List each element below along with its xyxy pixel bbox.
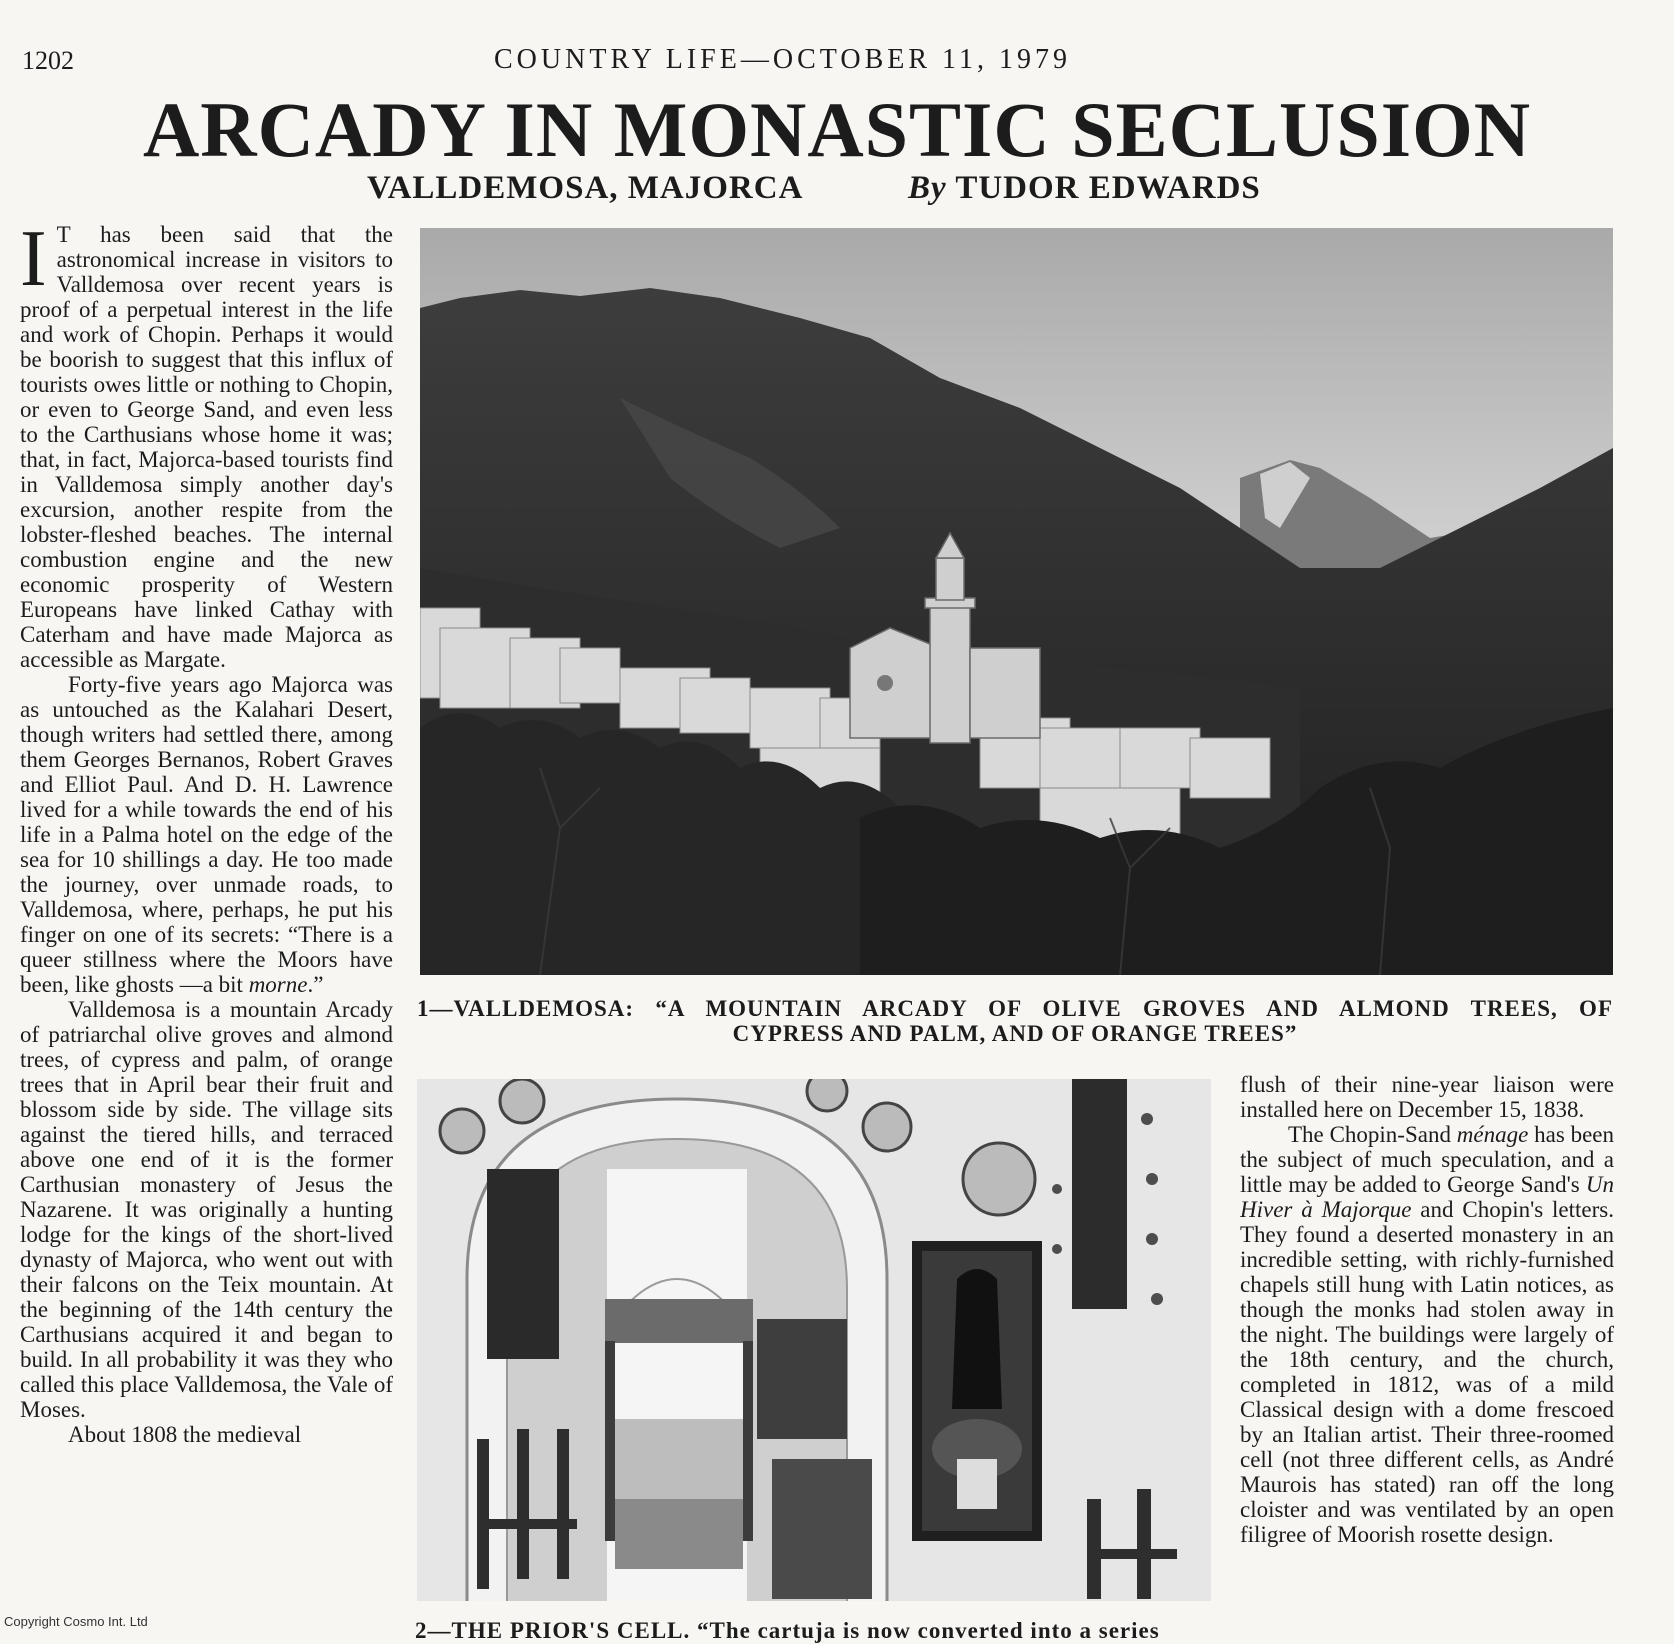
paragraph-text: has been the subject of much speculation, and a little may be added to George Sand's	[1240, 1122, 1614, 1197]
text-column-3	[1240, 1072, 1614, 1634]
caption-line: 1—VALLDEMOSA: “A MOUNTAIN ARCADY OF OLIVE GROVES AND ALMOND TREES, OF	[417, 996, 1613, 1021]
running-head: COUNTRY LIFE—OCTOBER 11, 1979	[494, 44, 1071, 75]
priors-cell-photo	[417, 1079, 1211, 1601]
article-subtitle: VALLDEMOSA, MAJORCA	[367, 170, 804, 206]
figure-1-caption	[417, 996, 1613, 1046]
paragraph	[20, 672, 393, 997]
text-column-1	[20, 222, 393, 1622]
paragraph: Valldemosa is a mountain Arcady of patriarchal olive groves and almond trees, of cypress and palm, of orange trees that in April bear their fruit and blossom side by side. The village sits against the tiered hills, and terraced above one end of it is the former Carthusian monastery of Jesus the Nazarene. It was originally a hunting lodge for the kings of the short-lived dynasty of Majorca, who went out with their falcons on the Teix mountain. At the beginning of the 14th century the Carthusians acquired it and began to build. In all probability it was they who called this place Valldemosa, the Vale of Moses.	[20, 997, 393, 1422]
paragraph: About 1808 the medieval	[68, 1422, 302, 1447]
italic-word: morne	[248, 972, 308, 997]
figure-2-caption: 2—THE PRIOR'S CELL. “The cartuja is now converted into a series	[415, 1618, 1160, 1643]
paragraph	[20, 222, 393, 672]
drop-cap: I	[20, 222, 47, 303]
italic-word: ménage	[1456, 1122, 1529, 1147]
paragraph	[1240, 1122, 1614, 1547]
paragraph-text: .”	[307, 972, 324, 997]
author-name: TUDOR EDWARDS	[955, 170, 1261, 206]
paragraph-text: T has been said that the astronomical increase in visitors to Valldemosa over recent years is proof of a perpetual interest in the life and work of Chopin. Perhaps it would be boorish to suggest that this influx of tourists owes little or nothing to Chopin, or even to George Sand, and even less to the Carthusians whose home it was; that, in fact, Majorca-based tourists find in Valldemosa simply another day's excursion, another respite from the lobster-fleshed beaches. The internal combustion engine and the new economic prosperity of Western Europeans have linked Cathay with Caterham and have made Majorca as accessible as Margate.	[20, 222, 393, 672]
paragraph-text: Forty-five years ago Majorca was as untouched as the Kalahari Desert, though writers had settled there, among them Georges Bernanos, Robert Graves and Elliot Paul. And D. H. Lawrence lived for a while towards the end of his life in a Palma hotel on the edge of the sea for 10 shillings a day. He too made the journey, over unmade roads, to Valldemosa, where, perhaps, he put his finger on one of its secrets: “There is a queer stillness where the Moors have been, like ghosts —a bit	[20, 672, 393, 997]
article-title: ARCADY IN MONASTIC SECLUSION	[142, 86, 1532, 173]
page-number: 1202	[22, 46, 74, 75]
paragraph: flush of their nine-year liaison were installed here on December 15, 1838.	[1240, 1072, 1614, 1122]
paragraph-text: The Chopin-Sand	[1288, 1122, 1457, 1147]
byline	[908, 170, 1261, 207]
book-title: Un Hiver à Majorque	[1240, 1172, 1614, 1222]
byline-prefix: By	[908, 170, 947, 206]
copyright-watermark: Copyright Cosmo Int. Ltd	[4, 1614, 148, 1629]
caption-line: CYPRESS AND PALM, AND OF ORANGE TREES”	[732, 1021, 1298, 1046]
valldemosa-landscape-photo	[420, 228, 1613, 975]
paragraph-text: and Chopin's letters. They found a deserted monastery in an incredible setting, with richly-furnished chapels still hung with Latin notices, as though the monks had stolen away in the night. The buildings were largely of the 18th century, and the church, completed in 1812, was of a mild Classical design with a dome frescoed by an Italian artist. Their three-roomed cell (not three different cells, as André Maurois has stated) ran off the long cloister and was ventilated by an open filigree of Moorish rosette design.	[1240, 1197, 1614, 1547]
